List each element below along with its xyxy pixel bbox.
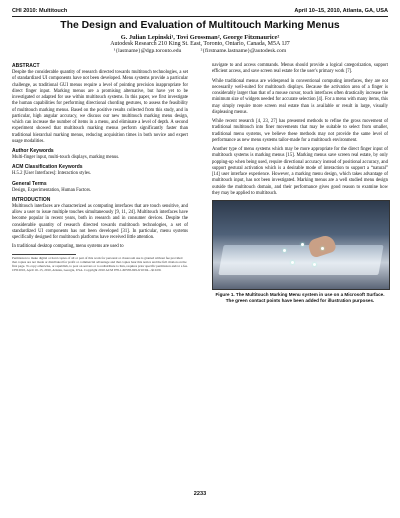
figure-1-photo bbox=[212, 200, 390, 290]
header-venue: CHI 2010: Multitouch bbox=[12, 8, 68, 14]
figure-1-caption: Figure 1. The Multitouch Marking Menu system in use on a Microsoft Surface. The green contact points have been added for illustration purposes. bbox=[215, 292, 385, 303]
introduction-paragraph-2: In traditional desktop computing, menu systems are used to bbox=[12, 244, 124, 250]
terms-text: Design, Experimentation, Human Factors. bbox=[12, 187, 92, 193]
menu-item-marker bbox=[283, 249, 286, 252]
menu-item-marker bbox=[291, 261, 294, 264]
body-paragraph-1: navigate to and access commands. Menus should provide a logical categorization, support efficient access, and save screen real estate for the user's primary work [7]. bbox=[212, 63, 388, 75]
menu-item-marker bbox=[301, 243, 304, 246]
footnote-rule bbox=[12, 254, 76, 255]
page-number: 2233 bbox=[193, 491, 207, 497]
menu-item-marker bbox=[321, 247, 324, 250]
menu-item-marker bbox=[313, 263, 316, 266]
introduction-paragraph-1: Multitouch interfaces are characterized as computing interfaces that are touch sensitive, and allow a user to issue multiple touches simultaneously [9, 11, 24]. Multitouch interfaces have become popular in recent years, both in research and in consumer devices. Despite the considerable quantity of research directed towards multitouch technologies, a set of standardized UI components has not been developed [31]. In particular, menu systems specifically designed for multitouch platforms have received little attention. bbox=[12, 203, 188, 240]
author-block bbox=[0, 34, 400, 56]
body-paragraph-4: Another type of menu systems which may be more appropriate for the direct finger input of multitouch systems is marking menus [15]. Marking menus save screen real estate, by only popping-up when being used, require directional accuracy instead of positional accuracy, and support gestural activation which is a desirable mode of interaction to support a “natural” [14] user interface experience. However, a marking menu design, which takes advantage of multitouch input, has not been investigated. Marking menus are a well studied menu design outside the multitouch domain, and their performance gives good reason to examine how they may be applied to multitouch. bbox=[212, 147, 388, 196]
terms-heading: General Terms bbox=[12, 180, 47, 187]
acm-text: H.5.2 [User Interfaces]: Interaction styles. bbox=[12, 171, 92, 177]
paper-title: The Design and Evaluation of Multitouch Marking Menus bbox=[60, 20, 340, 31]
left-column bbox=[12, 63, 188, 272]
abstract-heading: ABSTRACT bbox=[12, 63, 40, 69]
surface-tabletop bbox=[218, 245, 383, 275]
header-date: April 10–15, 2010, Atlanta, GA, USA bbox=[294, 8, 388, 14]
body-paragraph-2: While traditional menus are widespread in conventional computing interfaces, they are not necessarily well-suited for multitouch displays. Because the activation area of a finger is considerably larger than that of a mouse cursor, touch interfaces often drastically increase the minimum size of widgets needed for accurate selection [4]. For a menu with many items, this may simply require more screen real estate than is available or result in large, visually displeasing menus. bbox=[212, 78, 388, 115]
header-rule bbox=[12, 16, 388, 17]
keywords-text: Multi-finger input, multi-touch displays, marking menus. bbox=[12, 155, 120, 160]
author-emails: ¹{lastname}@dgp.toronto.edu ²{firstname.lastname}@autodesk.com bbox=[113, 48, 287, 55]
running-header bbox=[12, 7, 388, 16]
acm-heading: ACM Classification Keywords bbox=[12, 164, 83, 171]
copyright-footnote: Permission to make digital or hard copies of all or part of this work for personal or classroom use is granted without fee provided that copies are not made or distributed for profit or commercial advantage and that copies bear this notice and the full citation on the first page. To copy otherwise, or republish, to post on servers or to redistribute to lists, requires prior specific permission and/or a fee. CHI 2010, April 10–15, 2010, Atlanta, Georgia, USA. Copyright 2010 ACM 978-1-60558-929-9/10/04....$10.00. bbox=[12, 256, 188, 273]
body-paragraph-3: While recent research [4, 23, 27] has presented methods to refine the gross movement of traditional multitouch into finer movements that may be suitable to select from smaller, traditional menu systems, we believe these methods may not provide the same level of performance as new menu systems tailor-made for a multitouch environment. bbox=[212, 119, 388, 143]
keywords-heading: Author Keywords bbox=[12, 148, 54, 154]
introduction-heading: INTRODUCTION bbox=[12, 196, 51, 203]
author-names: G. Julian Lepinski¹, Tovi Grossman², George Fitzmaurice² bbox=[120, 34, 280, 41]
abstract-text: Despite the considerable quantity of research directed towards multitouch technologies, a set of standardized UI components have not been developed. Menu systems provide a particular challenge, as traditional GUI menus require a level of pointing precision inappropriate for direct finger input. Marking menus are a promising alternative, but have yet to be investigated or adapted for use within multitouch systems. In this paper, we first investigate the human capabilities for performing directional chording gestures, to assess the feasibility of multitouch marking menus. Based on the positive results collected from this study, and in particular, high angular accuracy, we discuss our new multitouch marking menu design, which can increase the number of items in a menu, and eliminate a level of depth. A second experiment showed that multitouch marking menus perform significantly faster than traditional hierarchal marking menus, reducing acquisition times in both novice and expert usage modalities. bbox=[12, 70, 188, 144]
right-column bbox=[212, 63, 388, 304]
author-affiliation: Autodesk Research 210 King St. East, Toronto, Ontario, Canada, M5A 1J7 bbox=[110, 41, 290, 48]
